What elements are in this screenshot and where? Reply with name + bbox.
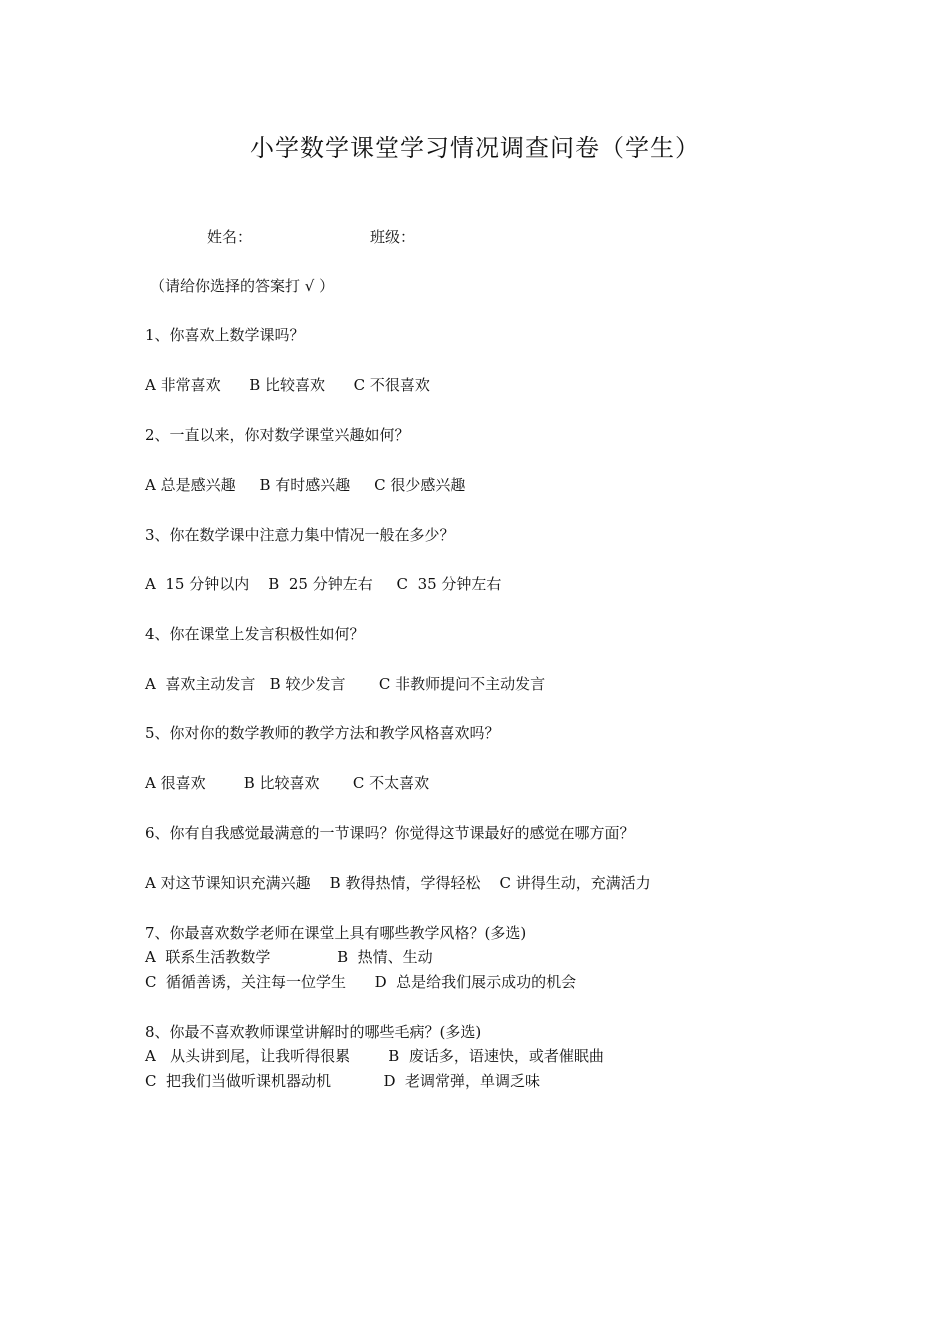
- question-5-options: A 很喜欢 B 比较喜欢 C 不太喜欢: [145, 774, 430, 792]
- instruction-text: （请给你选择的答案打 √ ）: [150, 277, 335, 295]
- question-8-options-line-2: C 把我们当做听课机器动机 D 老调常弹，单调乏味: [145, 1072, 541, 1090]
- question-3-options: A 15 分钟以内 B 25 分钟左右 C 35 分钟左右: [145, 575, 502, 593]
- question-2-options: A 总是感兴趣 B 有时感兴趣 C 很少感兴趣: [145, 476, 466, 494]
- question-6: 6、你有自我感觉最满意的一节课吗？你觉得这节课最好的感觉在哪方面？: [145, 824, 635, 842]
- question-7: 7、你最喜欢数学老师在课堂上具有哪些教学风格？(多选): [145, 924, 527, 942]
- question-1-options: A 非常喜欢 B 比较喜欢 C 不很喜欢: [145, 376, 430, 394]
- question-1: 1、你喜欢上数学课吗？: [145, 326, 305, 344]
- name-label: 姓名：: [207, 228, 253, 246]
- question-4: 4、你在课堂上发言积极性如何？: [145, 625, 365, 643]
- question-7-options-line-2: C 循循善诱，关注每一位学生 D 总是给我们展示成功的机会: [145, 973, 577, 991]
- page-title: 小学数学课堂学习情况调查问卷（学生）: [250, 134, 700, 162]
- question-7-options-line-1: A 联系生活教数学 B 热情、生动: [145, 948, 433, 966]
- question-5: 5、你对你的数学教师的教学方法和教学风格喜欢吗？: [145, 724, 500, 742]
- question-3: 3、你在数学课中注意力集中情况一般在多少？: [145, 526, 455, 544]
- question-4-options: A 喜欢主动发言 B 较少发言 C 非教师提问不主动发言: [145, 675, 546, 693]
- question-8-options-line-1: A 从头讲到尾，让我听得很累 B 废话多，语速快，或者催眠曲: [145, 1047, 604, 1065]
- question-2: 2、一直以来，你对数学课堂兴趣如何？: [145, 426, 410, 444]
- question-6-options: A 对这节课知识充满兴趣 B 教得热情，学得轻松 C 讲得生动，充满活力: [145, 874, 651, 892]
- class-label: 班级：: [370, 228, 416, 246]
- question-8: 8、你最不喜欢教师课堂讲解时的哪些毛病？(多选): [145, 1023, 482, 1041]
